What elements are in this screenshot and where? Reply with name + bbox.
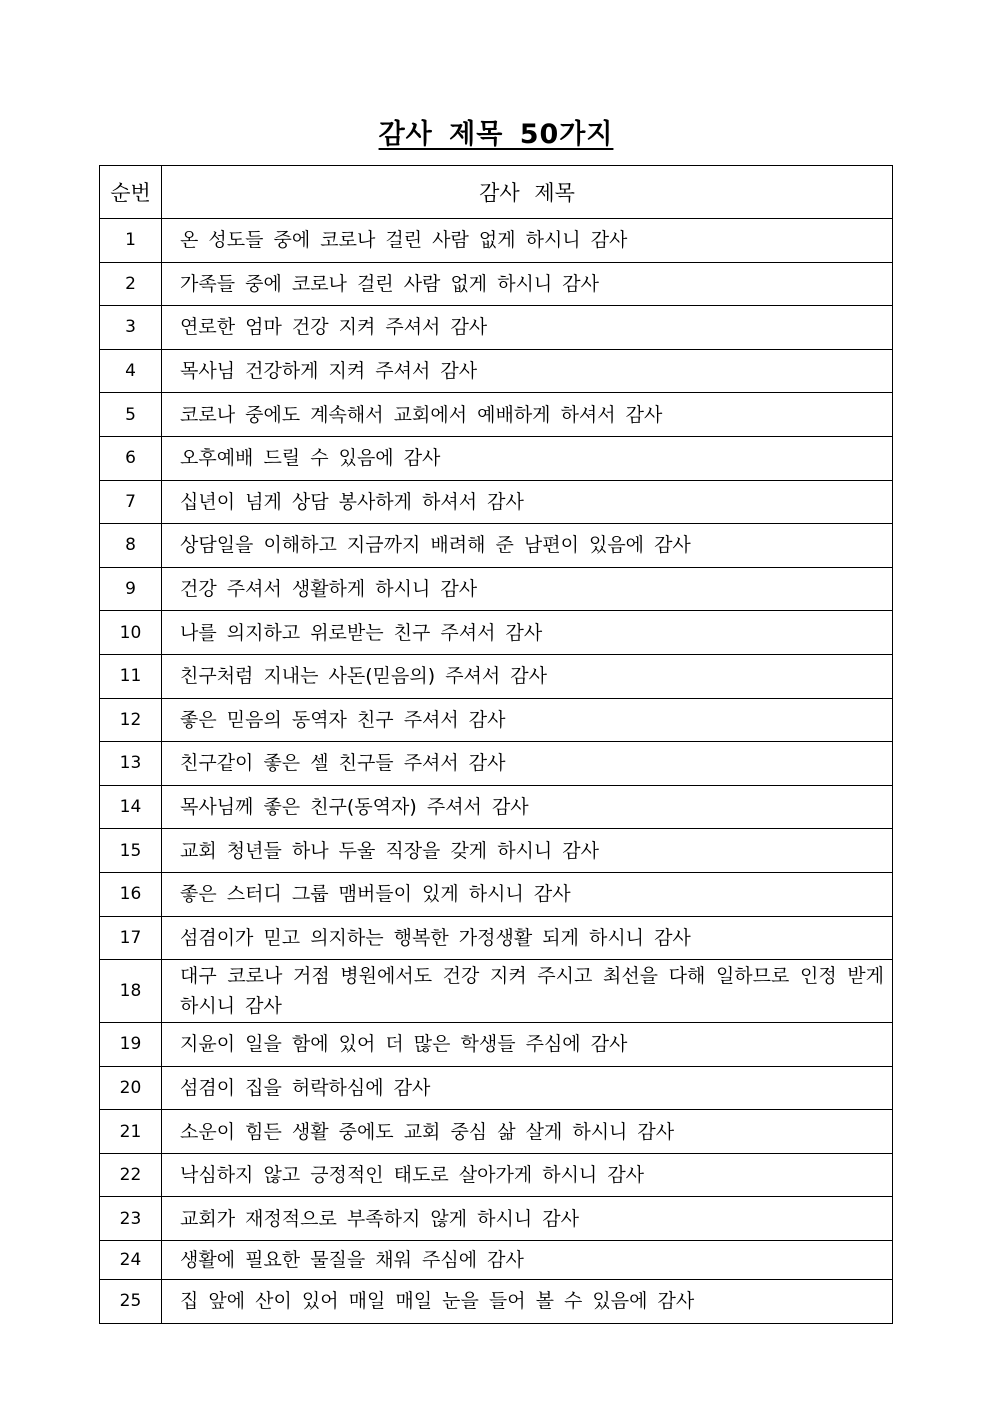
row-number: 25 (100, 1280, 162, 1324)
row-subject: 섬겸이가 믿고 의지하는 행복한 가정생활 되게 하시니 감사 (162, 916, 893, 960)
row-number: 13 (100, 742, 162, 786)
header-number: 순번 (100, 166, 162, 219)
row-number: 7 (100, 480, 162, 524)
page-title (0, 112, 992, 151)
row-subject: 오후예배 드릴 수 있음에 감사 (162, 436, 893, 480)
row-number: 6 (100, 436, 162, 480)
row-number: 12 (100, 698, 162, 742)
table-row (100, 306, 893, 350)
row-subject: 친구처럼 지내는 사돈(믿음의) 주셔서 감사 (162, 654, 893, 698)
row-subject: 온 성도들 중에 코로나 걸린 사람 없게 하시니 감사 (162, 219, 893, 263)
row-subject: 섬겸이 집을 허락하심에 감사 (162, 1066, 893, 1110)
row-subject: 낙심하지 않고 긍정적인 태도로 살아가게 하시니 감사 (162, 1153, 893, 1197)
row-subject: 코로나 중에도 계속해서 교회에서 예배하게 하셔서 감사 (162, 393, 893, 437)
table-row (100, 916, 893, 960)
table-row (100, 219, 893, 263)
row-number: 18 (100, 960, 162, 1023)
table-row (100, 1023, 893, 1067)
table-row (100, 1241, 893, 1280)
table-row (100, 262, 893, 306)
table-row (100, 829, 893, 873)
table-row (100, 1110, 893, 1154)
row-number: 19 (100, 1023, 162, 1067)
row-number: 17 (100, 916, 162, 960)
table-row (100, 872, 893, 916)
row-number: 20 (100, 1066, 162, 1110)
row-subject: 지윤이 일을 함에 있어 더 많은 학생들 주심에 감사 (162, 1023, 893, 1067)
row-subject: 좋은 믿음의 동역자 친구 주셔서 감사 (162, 698, 893, 742)
row-subject: 교회 청년들 하나 두울 직장을 갖게 하시니 감사 (162, 829, 893, 873)
row-subject: 상담일을 이해하고 지금까지 배려해 준 남편이 있음에 감사 (162, 524, 893, 568)
header-subject: 감사 제목 (162, 166, 893, 219)
row-number: 2 (100, 262, 162, 306)
row-subject: 나를 의지하고 위로받는 친구 주셔서 감사 (162, 611, 893, 655)
table-row (100, 567, 893, 611)
row-number: 24 (100, 1241, 162, 1280)
row-number: 4 (100, 349, 162, 393)
row-number: 3 (100, 306, 162, 350)
table-row (100, 1280, 893, 1324)
table-row (100, 1066, 893, 1110)
row-number: 11 (100, 654, 162, 698)
row-number: 14 (100, 785, 162, 829)
table-row (100, 960, 893, 1023)
row-number: 10 (100, 611, 162, 655)
table-row (100, 1197, 893, 1241)
row-subject: 교회가 재정적으로 부족하지 않게 하시니 감사 (162, 1197, 893, 1241)
table-row (100, 524, 893, 568)
table-row (100, 698, 893, 742)
table-row (100, 349, 893, 393)
table-body (100, 219, 893, 1324)
row-number: 8 (100, 524, 162, 568)
table-row (100, 436, 893, 480)
row-number: 5 (100, 393, 162, 437)
thanks-table (99, 165, 893, 1324)
row-subject: 목사님께 좋은 친구(동역자) 주셔서 감사 (162, 785, 893, 829)
table-row (100, 1153, 893, 1197)
row-number: 16 (100, 872, 162, 916)
row-subject: 가족들 중에 코로나 걸린 사람 없게 하시니 감사 (162, 262, 893, 306)
row-number: 15 (100, 829, 162, 873)
row-subject: 좋은 스터디 그룹 맴버들이 있게 하시니 감사 (162, 872, 893, 916)
row-subject: 연로한 엄마 건강 지켜 주셔서 감사 (162, 306, 893, 350)
row-subject: 생활에 필요한 물질을 채워 주심에 감사 (162, 1241, 893, 1280)
table-row (100, 393, 893, 437)
row-number: 22 (100, 1153, 162, 1197)
row-subject: 소운이 힘든 생활 중에도 교회 중심 삶 살게 하시니 감사 (162, 1110, 893, 1154)
row-subject: 십년이 넘게 상담 봉사하게 하셔서 감사 (162, 480, 893, 524)
table-header-row (100, 166, 893, 219)
row-subject: 목사님 건강하게 지켜 주셔서 감사 (162, 349, 893, 393)
table-row (100, 785, 893, 829)
row-subject: 대구 코로나 거점 병원에서도 건강 지켜 주시고 최선을 다해 일하므로 인정 받게 하시니 감사 (162, 960, 893, 1023)
table-row (100, 611, 893, 655)
row-number: 9 (100, 567, 162, 611)
row-number: 1 (100, 219, 162, 263)
row-number: 23 (100, 1197, 162, 1241)
row-subject: 건강 주셔서 생활하게 하시니 감사 (162, 567, 893, 611)
row-subject: 친구같이 좋은 셀 친구들 주셔서 감사 (162, 742, 893, 786)
row-number: 21 (100, 1110, 162, 1154)
table-row (100, 654, 893, 698)
page-title-text: 감사 제목 50가지 (378, 119, 614, 150)
row-subject: 집 앞에 산이 있어 매일 매일 눈을 들어 볼 수 있음에 감사 (162, 1280, 893, 1324)
table-row (100, 742, 893, 786)
table-row (100, 480, 893, 524)
